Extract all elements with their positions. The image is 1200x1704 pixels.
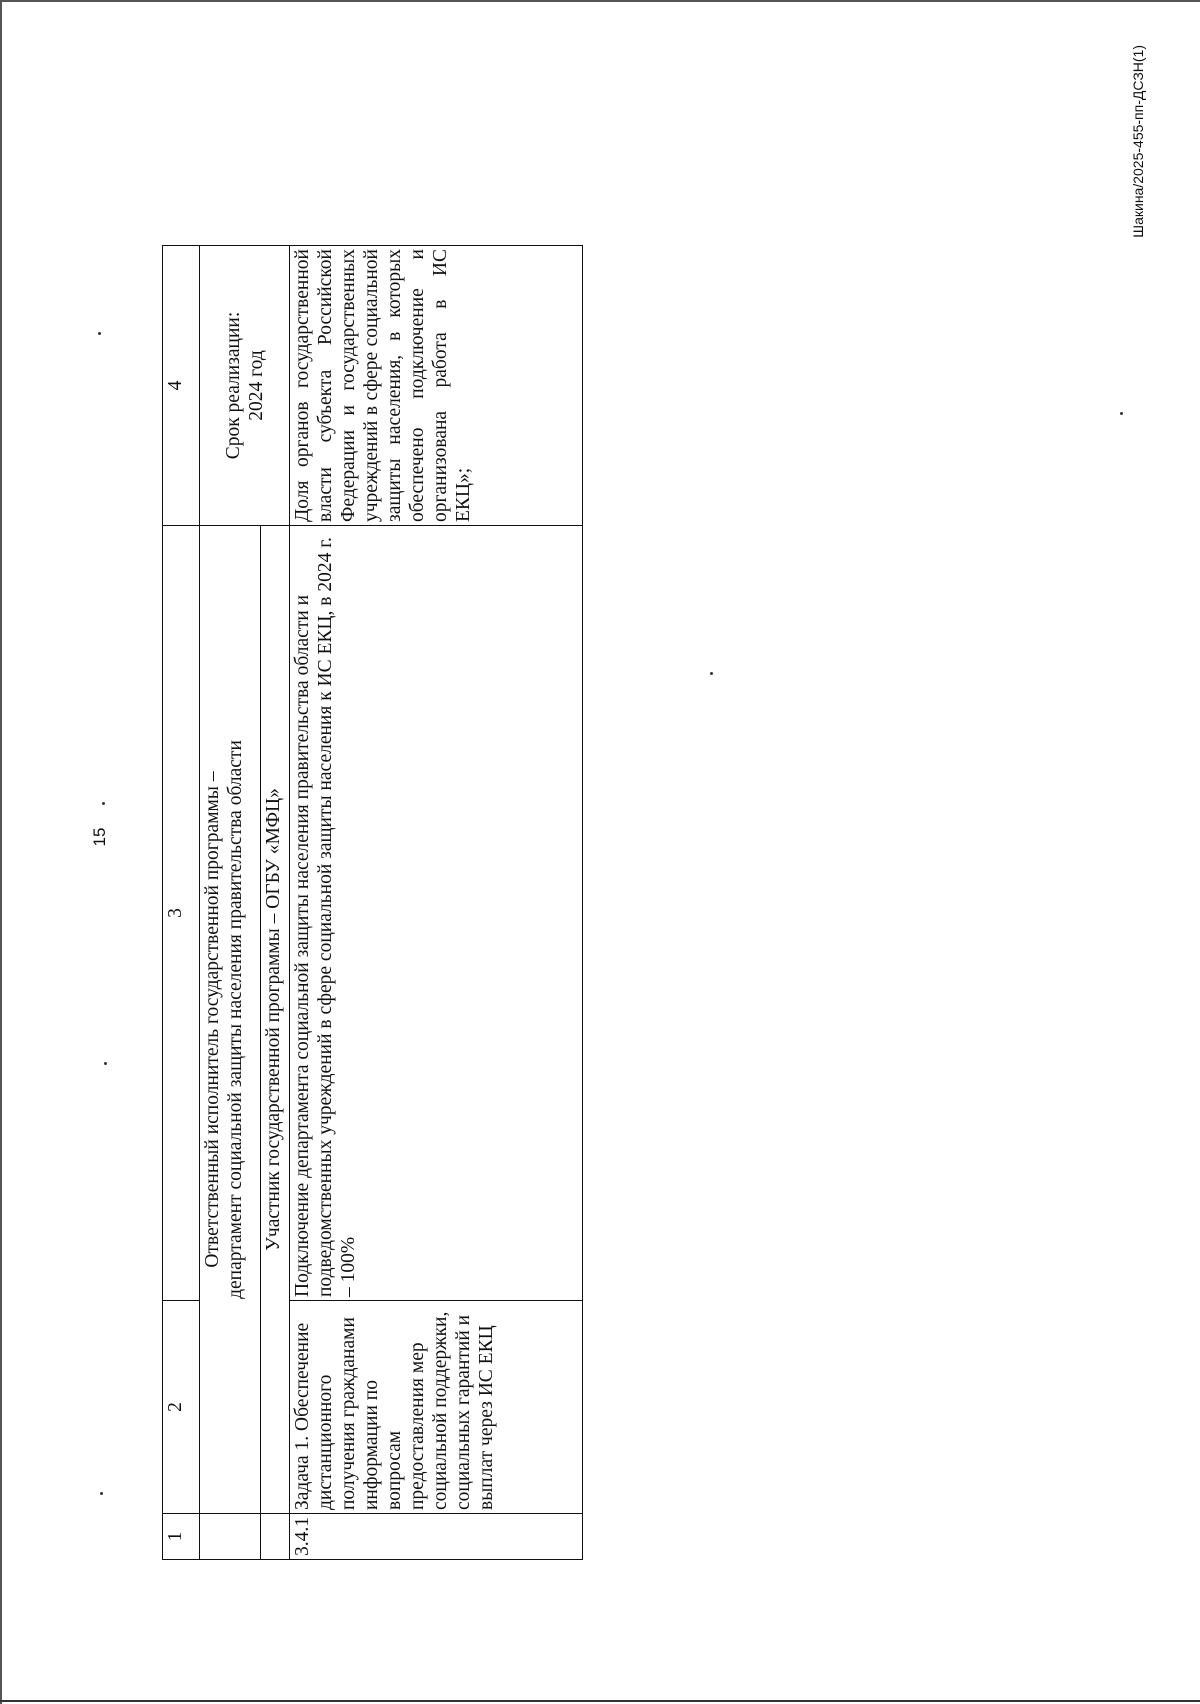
page-border-left — [0, 0, 2, 1704]
program-table — [162, 245, 583, 1560]
row-number: 3.4.1 — [290, 1514, 583, 1560]
scan-speck — [98, 332, 101, 335]
page-border-bottom — [0, 1700, 1200, 1702]
program-participant: Участник государственной программы – ОГБУ «МФЦ» — [261, 526, 290, 1514]
scan-speck — [104, 1062, 107, 1065]
responsible-line-2: департамент социальной защиты населения правительства области — [225, 740, 246, 1299]
header-col-1: 1 — [163, 1514, 200, 1560]
scan-speck — [100, 1492, 103, 1495]
header-col-4: 4 — [163, 246, 200, 526]
table-header-row — [163, 246, 200, 1560]
scan-speck — [710, 672, 713, 675]
page-number: 15 — [90, 827, 109, 847]
document-code: Шакина/2025-455-пп-ДСЗН(1) — [1130, 45, 1146, 238]
header-col-2: 2 — [163, 1301, 200, 1514]
implementation-period — [200, 246, 290, 526]
header-col-3: 3 — [163, 526, 200, 1301]
scan-speck — [1120, 412, 1123, 415]
measure-cell: Подключение департамента социальной защиты населения правительства области и подведомственных учреждений в сфере социальной защиты населения к ИС ЕКЦ, в 2024 г. – 100% — [290, 526, 583, 1301]
responsible-executor — [200, 526, 261, 1514]
page-border-top — [0, 0, 1200, 2]
responsible-row — [200, 246, 261, 1560]
task-cell: Задача 1. Обеспечение дистанционного получения гражданами информации по вопросам предоставления мер социальной поддержки, социальных гарантий и выплат через ИС ЕКЦ — [290, 1301, 583, 1514]
responsible-line-1: Ответственный исполнитель государственной программы – — [202, 771, 223, 1268]
table-row — [290, 246, 583, 1560]
rotated-page — [90, 45, 1190, 1625]
scan-speck — [102, 802, 105, 805]
indicator-cell: Доля органов государственной власти субъекта Российской Федерации и государственных учреждений в сфере социальной защиты населения, в которых обеспечено подключение и организована работа в ИС ЕКЦ»; — [290, 246, 583, 526]
period-line-2: 2024 год — [245, 350, 267, 421]
period-line-1: Срок реализации: — [222, 311, 244, 460]
